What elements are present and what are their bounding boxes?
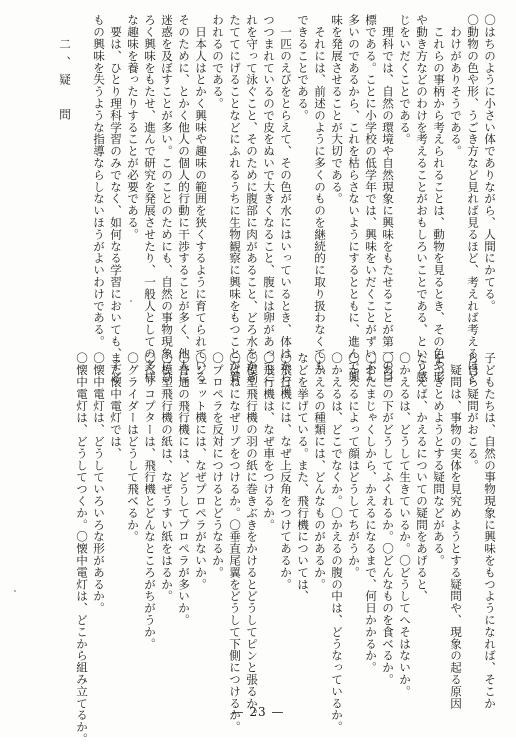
text-line: 味を発展させることが大切である。	[330, 14, 344, 205]
text-line: ら自ら疑問がおこる。	[466, 352, 480, 471]
question-line: 〇懐中電灯は、どうしてつくか。〇懐中電灯は、どこから組み立てるか。	[75, 352, 89, 745]
text-line: 日本人はとかく興味や趣味の範囲を狭くするように育てられている	[194, 14, 208, 383]
question-line: 〇おたまじゃくしから、かえるになるまで、何日かかるか。	[364, 352, 378, 674]
question-line: 〇かえるによって顔はどうしてちがうか。	[347, 352, 361, 579]
question-line: 〇あごの下がどうしてふくれるか。〇どんなものを食べるか。	[381, 352, 395, 686]
text-line: できることである。	[296, 14, 310, 122]
question-line: 〇ヘリコプターは、飛行機とどんなところがちがうか。	[143, 352, 157, 650]
upper-text-block	[18, 14, 498, 395]
text-line: 一匹のえびをとらえて、その色が水にはいっているとき、体はからで	[279, 14, 293, 395]
text-line: などを挙げている。また、飛行機については、	[296, 352, 310, 602]
question-line: 〇かえるは、どうして生きているか。〇どうしてへそはないか。	[398, 352, 412, 698]
text-line: ろく興味をもたせ、進んで研究を発展させたり、一般人としての多様	[143, 14, 157, 383]
text-line: 多いのであるから、これを枯らさないようにするとともに、進んで興	[347, 14, 361, 383]
print-speck	[14, 590, 16, 592]
text-line: 理科では、自然の環境や自然現象に興味をもたせることが第一の目	[381, 14, 395, 383]
question-line: 〇模型飛行機の羽の紙に巻きぶきをかけるとどうしてピンと張るか。	[245, 352, 259, 721]
text-line: もの興味を失うような指導ならしないほうがよいわけである。	[92, 14, 106, 348]
text-line: れを守って泳ぐこと、そのために腹部に肉があること、どろ水をかき	[245, 14, 259, 383]
question-line: 〇普通の飛行機には、どうしてプロペラが多いか。	[177, 352, 191, 626]
question-line: 〇模型飛行機の紙は、なぜうすい紙をはるか。	[160, 352, 174, 602]
text-line: そのために、とかく他人の個人的行動に干渉することが多く、他人に	[177, 14, 191, 383]
question-line: 〇飛行機は、なぜ車をつけるか。	[262, 352, 276, 531]
text-line: われるのである。	[211, 14, 225, 110]
text-line: つつまれているので皮をぬいで大きくなること、腹には卵があってこ	[262, 14, 276, 383]
text-line: 迷惑を及ぼすことが多い。このことのためにも、自然の事物現象にひ	[160, 14, 174, 383]
text-line: 〇はちのように小さい体でありながら、人間にかてる。	[483, 14, 497, 312]
text-line: それには、前述のように多くのものを継続的に取り扱わなくても、	[313, 14, 327, 383]
print-speck	[130, 300, 132, 302]
text-line: たててにげることなどにふれるうちに生物観察に興味をもつことが養	[228, 14, 242, 383]
question-line: 〇はねになぜリブをつけるか。〇垂直尾翼をどうして下側につけるか。	[228, 352, 242, 733]
question-line: 〇かえるは、どこでなくか。〇かえるの腹の中は、どうなっているか。	[330, 352, 344, 733]
text-line: 〇動物の色や形、うごき方など見れば見るほど、考えれば考えるほど	[466, 14, 480, 383]
question-line: 〇飛行機には、なぜ上反角をつけてあるか。	[279, 352, 293, 590]
text-line: 標である。ことに小学校の低学年では、興味をいだくことがずいぶん	[364, 14, 378, 383]
question-line: 〇ジェット機には、なぜプロペラがないか。	[194, 352, 208, 590]
text-line: 子どもたちは、自然の事物現象に興味をもつようになれば、そこか	[483, 352, 497, 709]
text-line: をつきとめようとする疑問などがある。	[432, 352, 446, 567]
question-line: 〇プロペラを反対につけるとどうなるか。	[211, 352, 225, 579]
question-line: 〇グライダーはどうして飛べるか。	[126, 352, 140, 543]
question-line: 〇かえるの種類には、どんなものがあるか。	[313, 352, 327, 590]
text-line: これらの事柄から考えられることは、動物を見るとき、その色や形	[432, 14, 446, 383]
text-line: わけがありそうである。	[449, 14, 463, 157]
text-line: 疑問は、事物の実体を見究めようとする疑問や、現象の起る原因	[449, 352, 463, 709]
text-line: たとえば、かえるについての疑問をあげると、	[415, 352, 429, 602]
text-line: じをいだくことである。	[398, 14, 412, 145]
page-number: — 23 —	[231, 705, 285, 719]
text-line: また懐中電灯では、	[109, 352, 123, 460]
text-line: な趣味を養ったりすることが必要である。	[126, 14, 140, 241]
text-line: 要は、ひとり理科学習のみでなく、如何なる学習においても、子ど	[109, 14, 123, 383]
question-line: 〇懐中電灯は、どうしていろいろな形があるか。	[92, 352, 106, 614]
text-line: や動き方などのわけを考えることがおもしろいことである、という感	[415, 14, 429, 383]
section-heading: 二、疑 問	[58, 38, 72, 126]
